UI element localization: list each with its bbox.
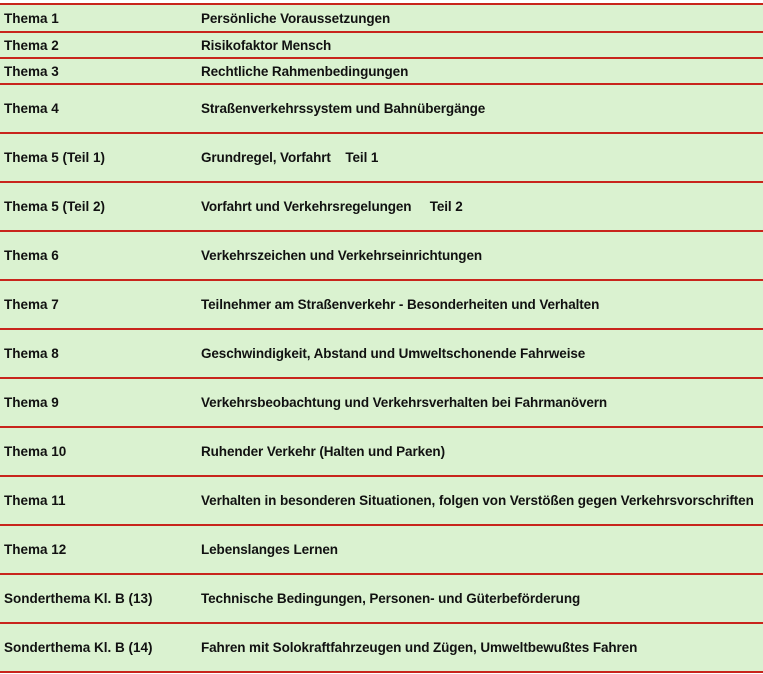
topic-number: Thema 7 xyxy=(4,297,59,312)
topic-number: Sonderthema Kl. B (13) xyxy=(4,591,153,606)
topic-number: Thema 6 xyxy=(4,248,59,263)
table-row xyxy=(0,624,763,673)
topic-number: Thema 10 xyxy=(4,444,67,459)
table-row xyxy=(0,330,763,379)
topic-title: Ruhender Verkehr (Halten und Parken) xyxy=(201,444,445,459)
table-row xyxy=(0,134,763,183)
topic-title: Rechtliche Rahmenbedingungen xyxy=(201,63,409,79)
table-row xyxy=(0,379,763,428)
topic-title: Vorfahrt und Verkehrsregelungen Teil 2 xyxy=(201,199,463,214)
table-row xyxy=(0,428,763,477)
topic-title: Straßenverkehrssystem und Bahnübergänge xyxy=(201,101,486,116)
topic-number: Thema 5 (Teil 2) xyxy=(4,199,106,214)
topic-number: Thema 11 xyxy=(4,493,66,508)
table-row xyxy=(0,526,763,575)
topic-number: Thema 2 xyxy=(4,37,59,53)
table-row xyxy=(0,477,763,526)
topic-title: Grundregel, Vorfahrt Teil 1 xyxy=(201,150,379,165)
table-row xyxy=(0,5,763,33)
topic-number: Thema 5 (Teil 1) xyxy=(4,150,106,165)
topic-title: Verhalten in besonderen Situationen, folgen von Verstößen gegen Verkehrsvorschriften xyxy=(201,493,754,508)
topic-title: Verkehrszeichen und Verkehrseinrichtungen xyxy=(201,248,483,263)
table-row xyxy=(0,281,763,330)
topic-number: Thema 3 xyxy=(4,63,59,79)
topic-number: Thema 9 xyxy=(4,395,59,410)
topic-number: Thema 8 xyxy=(4,346,59,361)
topic-title: Persönliche Voraussetzungen xyxy=(201,10,391,26)
table-row xyxy=(0,575,763,624)
table-row xyxy=(0,85,763,134)
topic-title: Geschwindigkeit, Abstand und Umweltschonende Fahrweise xyxy=(201,346,586,361)
table-row xyxy=(0,33,763,59)
table-row xyxy=(0,232,763,281)
table-row xyxy=(0,59,763,85)
topic-title: Technische Bedingungen, Personen- und Güterbeförderung xyxy=(201,591,581,606)
topic-number: Thema 4 xyxy=(4,101,59,116)
table-row xyxy=(0,183,763,232)
topic-title: Verkehrsbeobachtung und Verkehrsverhalten bei Fahrmanövern xyxy=(201,395,608,410)
topic-title: Fahren mit Solokraftfahrzeugen und Zügen, Umweltbewußtes Fahren xyxy=(201,640,638,655)
topic-title: Risikofaktor Mensch xyxy=(201,37,332,53)
topics-table xyxy=(0,3,763,673)
topic-title: Lebenslanges Lernen xyxy=(201,542,338,557)
topic-number: Thema 12 xyxy=(4,542,67,557)
topic-number: Thema 1 xyxy=(4,10,59,26)
topic-title: Teilnehmer am Straßenverkehr - Besonderheiten und Verhalten xyxy=(201,297,600,312)
topic-number: Sonderthema Kl. B (14) xyxy=(4,640,153,655)
